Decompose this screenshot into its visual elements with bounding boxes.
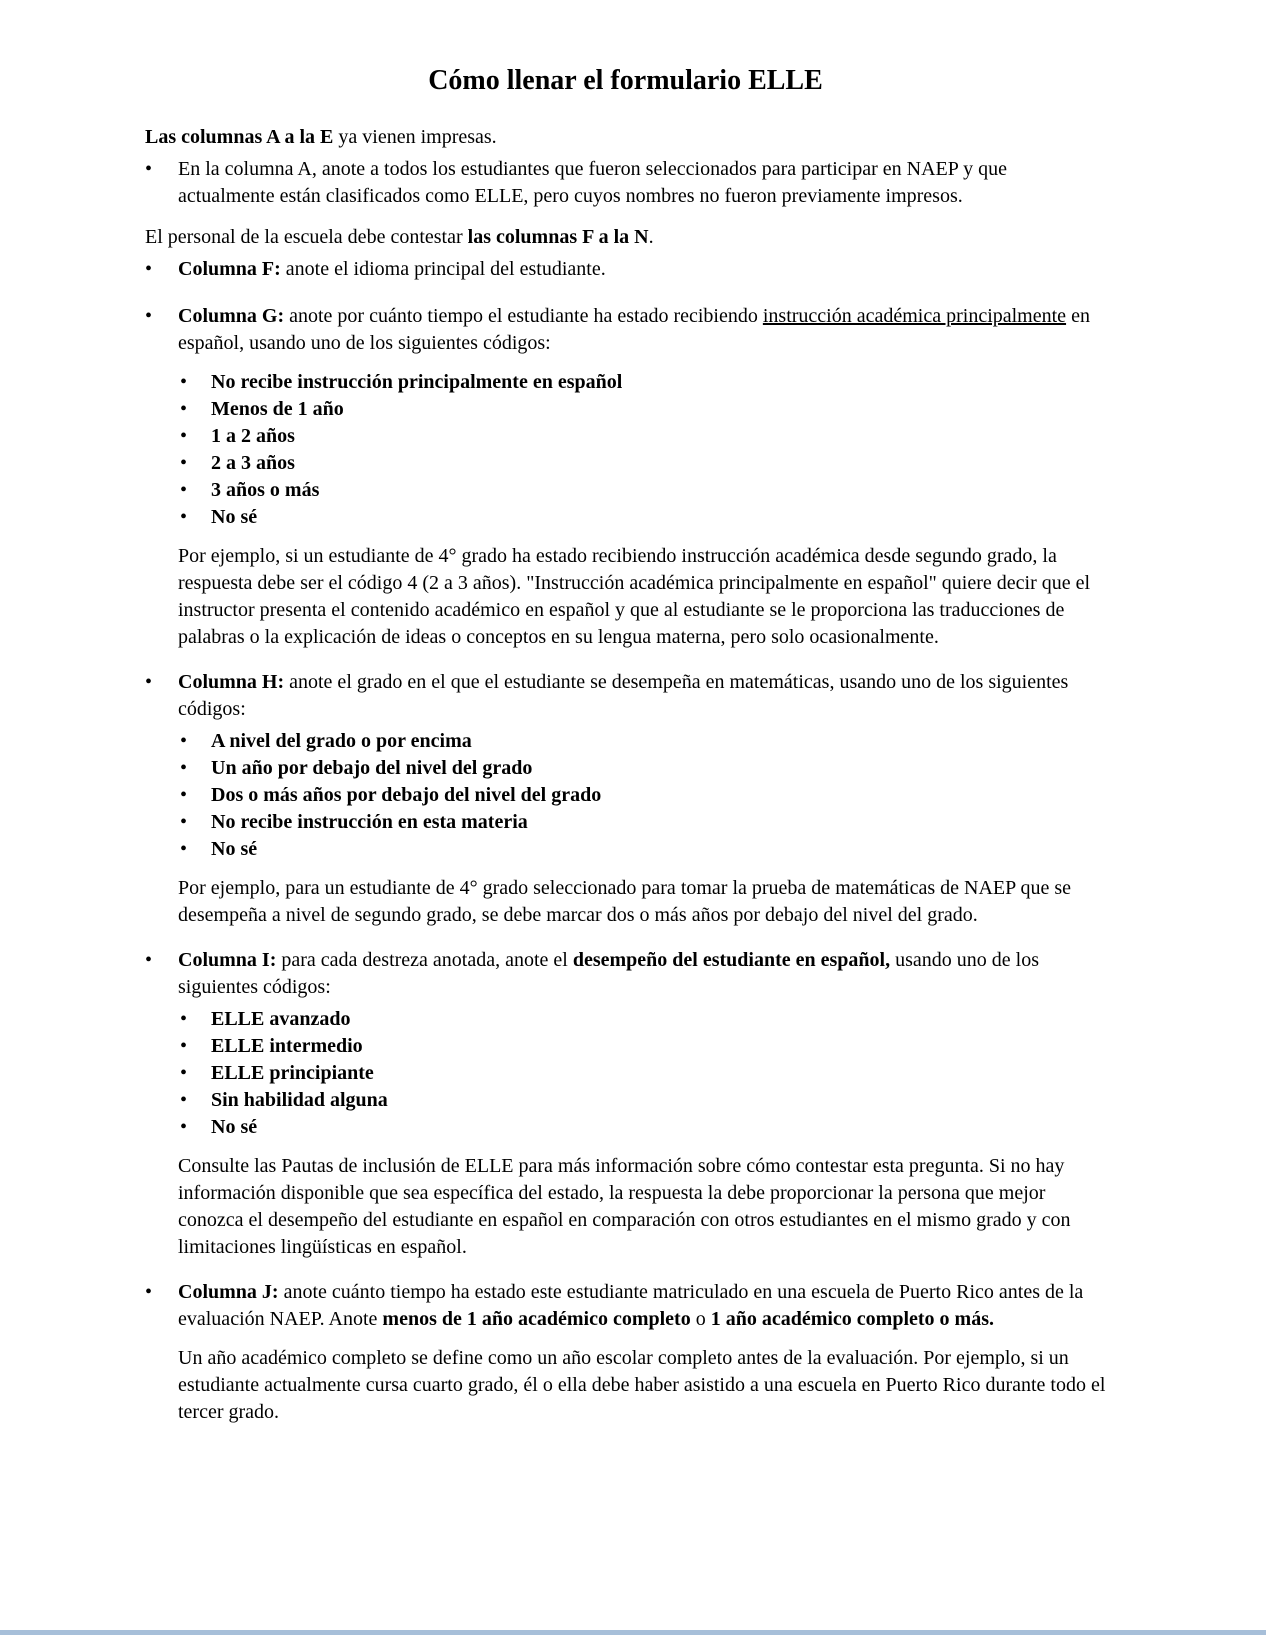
column-i-seg1: para cada destreza anotada, anote el: [276, 948, 573, 971]
code-option-text: A nivel del grado o por encima: [211, 729, 472, 752]
column-j-label: Columna J:: [178, 1280, 279, 1303]
staff-paragraph: [145, 224, 1106, 251]
bullet-icon: •: [180, 451, 188, 474]
bullet-icon: •: [180, 1061, 188, 1084]
column-g-seg2: en español, usando uno de los siguientes códigos:: [178, 304, 1090, 354]
code-option: [180, 1033, 1106, 1060]
code-option-text: 1 a 2 años: [211, 424, 295, 447]
column-a-text: En la columna A, anote a todos los estudiantes que fueron seleccionados para participar en NAEP y que actualmente están clasificados como ELLE, pero cuyos nombres no fueron previamente impresos.: [178, 157, 1008, 207]
column-i-content: [178, 947, 1106, 1001]
code-option: [180, 423, 1106, 450]
code-option-text: Menos de 1 año: [211, 397, 344, 420]
bullet-column-g: [145, 303, 1106, 357]
column-g-example: Por ejemplo, si un estudiante de 4° grado ha estado recibiendo instrucción académica desde segundo grado, la respuesta debe ser el código 4 (2 a 3 años). "Instrucción académica principalmente en español" quiere decir que el instructor presenta el contenido académico en español y que al estudiante se le proporciona las traducciones de palabras o la explicación de ideas o conceptos en su lengua materna, pero solo ocasionalmente.: [178, 544, 1091, 648]
page-bottom-divider: [0, 1630, 1266, 1635]
code-option: [180, 782, 1106, 809]
code-option-text: No recibe instrucción principalmente en español: [211, 370, 623, 393]
code-option-text: ELLE intermedio: [211, 1034, 363, 1057]
bullet-icon: •: [145, 1280, 153, 1303]
code-option: [180, 450, 1106, 477]
bullet-icon: •: [180, 783, 188, 806]
code-option: [180, 369, 1106, 396]
column-h-example: Por ejemplo, para un estudiante de 4° grado seleccionado para tomar la prueba de matemáticas de NAEP que se desempeña a nivel de segundo grado, se debe marcar dos o más años por debajo del nivel del grado.: [178, 876, 1072, 926]
bullet-icon: •: [180, 505, 188, 528]
bullet-icon: •: [145, 670, 153, 693]
bullet-icon: •: [145, 948, 153, 971]
column-f-label: Columna F:: [178, 257, 281, 280]
code-option-text: 3 años o más: [211, 478, 320, 501]
code-option-text: No sé: [211, 505, 258, 528]
bullet-column-f: [145, 256, 1106, 283]
column-i-seg2: usando uno de los siguientes códigos:: [178, 948, 1039, 998]
column-j-bold-text-2: 1 año académico completo o más.: [710, 1307, 994, 1330]
code-option-text: Dos o más años por debajo del nivel del grado: [211, 783, 602, 806]
bullet-icon: •: [180, 1034, 188, 1057]
bullet-icon: •: [180, 1007, 188, 1030]
code-option: [180, 809, 1106, 836]
column-g-content: [178, 303, 1106, 357]
bullet-column-a: [145, 156, 1106, 210]
column-i-codes-list: [145, 1006, 1106, 1141]
column-f-text: anote el idioma principal del estudiante.: [280, 257, 606, 280]
staff-bold-text: las columnas F a la N: [467, 225, 649, 248]
bullet-column-i: [145, 947, 1106, 1001]
code-option: [180, 1060, 1106, 1087]
bullet-icon: •: [180, 370, 188, 393]
bullet-column-j: [145, 1279, 1106, 1333]
column-h-codes-list: [145, 728, 1106, 863]
code-option: [180, 755, 1106, 782]
column-i-bold-text: desempeño del estudiante en español,: [572, 948, 891, 971]
intro-paragraph: [145, 124, 1106, 151]
code-option: [180, 477, 1106, 504]
bullet-icon: •: [180, 810, 188, 833]
code-option-text: No recibe instrucción en esta materia: [211, 810, 528, 833]
bullet-icon: •: [180, 729, 188, 752]
column-j-seg2: o: [690, 1307, 711, 1330]
column-f-content: [178, 256, 1106, 283]
bullet-icon: •: [145, 304, 153, 327]
bullet-icon: •: [145, 257, 153, 280]
code-option: [180, 396, 1106, 423]
code-option: [180, 1114, 1106, 1141]
code-option: [180, 728, 1106, 755]
code-option: [180, 1006, 1106, 1033]
column-g-underlined-text: instrucción académica principalmente: [762, 304, 1067, 327]
code-option-text: No sé: [211, 1115, 258, 1138]
column-g-label: Columna G:: [178, 304, 285, 327]
column-i-label: Columna I:: [178, 948, 277, 971]
column-i-note: Consulte las Pautas de inclusión de ELLE para más información sobre cómo contestar esta pregunta. Si no hay información disponible que sea específica del estado, la respuesta la debe proporcionar la persona que mejor conozca el desempeño del estudiante en español en comparación con otros estudiantes en el mismo grado y con limitaciones lingüísticas en español.: [178, 1154, 1071, 1258]
bullet-icon: •: [145, 157, 153, 180]
code-option: [180, 504, 1106, 531]
code-option-text: 2 a 3 años: [211, 451, 295, 474]
page-title: Cómo llenar el formulario ELLE: [428, 65, 823, 96]
staff-pre-text: El personal de la escuela debe contestar: [145, 225, 468, 248]
bullet-icon: •: [180, 424, 188, 447]
bullet-icon: •: [180, 1088, 188, 1111]
column-j-content: [178, 1279, 1106, 1333]
code-option-text: Un año por debajo del nivel del grado: [211, 756, 533, 779]
column-g-codes-list: [145, 369, 1106, 531]
bullet-icon: •: [180, 837, 188, 860]
column-j-bold-text-1: menos de 1 año académico completo: [382, 1307, 691, 1330]
bullet-icon: •: [180, 397, 188, 420]
code-option: [180, 836, 1106, 863]
bullet-icon: •: [180, 1115, 188, 1138]
column-h-label: Columna H:: [178, 670, 285, 693]
code-option-text: ELLE principiante: [211, 1061, 374, 1084]
code-option-text: No sé: [211, 837, 258, 860]
column-h-text: anote el grado en el que el estudiante se desempeña en matemáticas, usando uno de los siguientes códigos:: [178, 670, 1069, 720]
column-h-content: [178, 669, 1106, 723]
column-j-seg1: anote cuánto tiempo ha estado este estudiante matriculado en una escuela de Puerto Rico antes de la evaluación NAEP. Anote: [178, 1280, 1084, 1330]
code-option: [180, 1087, 1106, 1114]
staff-post-text: .: [648, 225, 654, 248]
column-j-note: Un año académico completo se define como un año escolar completo antes de la evaluación. Por ejemplo, si un estudiante actualmente cursa cuarto grado, él o ella debe haber asistido a una escuela en Puerto Rico durante todo el tercer grado.: [178, 1346, 1106, 1423]
intro-bold-text: Las columnas A a la E: [145, 125, 334, 148]
code-option-text: Sin habilidad alguna: [211, 1088, 388, 1111]
intro-rest-text: ya vienen impresas.: [333, 125, 497, 148]
code-option-text: ELLE avanzado: [211, 1007, 351, 1030]
bullet-icon: •: [180, 478, 188, 501]
column-g-seg1: anote por cuánto tiempo el estudiante ha estado recibiendo: [284, 304, 763, 327]
bullet-column-h: [145, 669, 1106, 723]
bullet-icon: •: [180, 756, 188, 779]
